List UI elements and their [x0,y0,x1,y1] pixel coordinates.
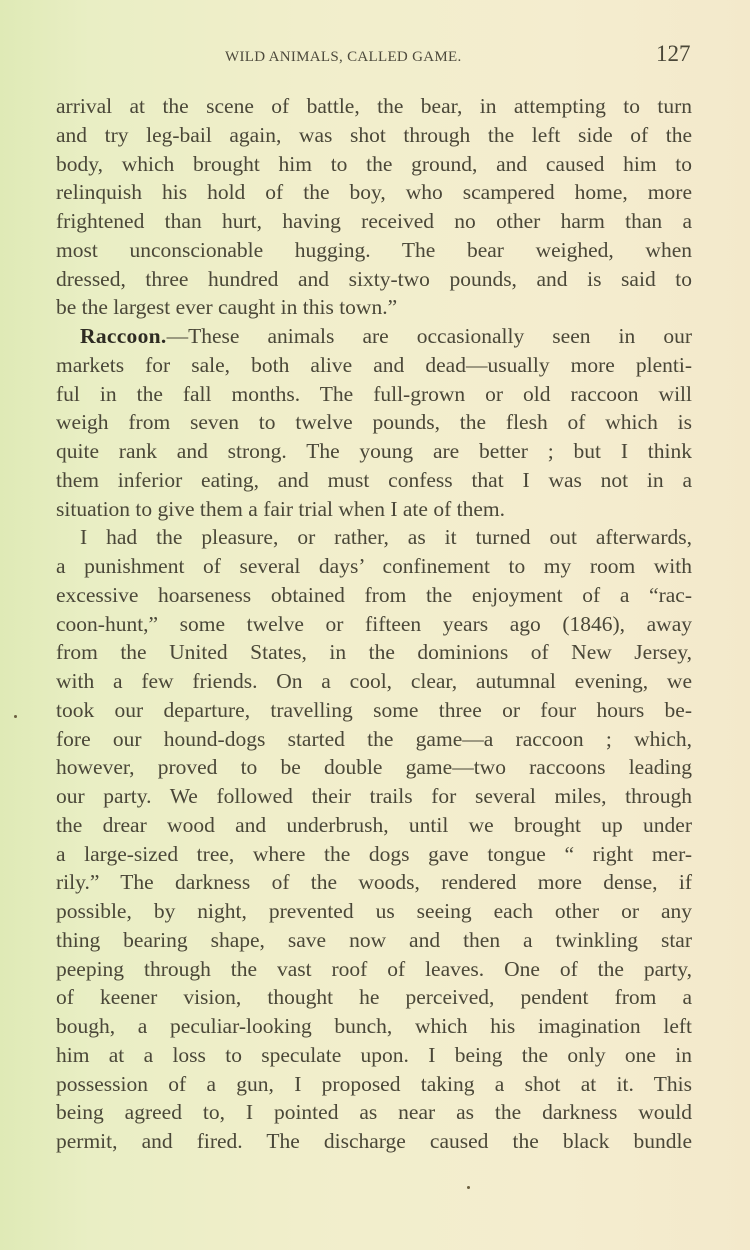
paper-speck [14,715,17,718]
line-text: with a few friends. On a cool, clear, autumnal evening, we [56,669,692,693]
line-text: a punishment of several days’ confinement to my room with [56,554,692,578]
text-line [56,610,692,639]
line-text: frightened than hurt, having received no other harm than a [56,209,692,233]
line-text: excessive hoarseness obtained from the enjoyment of a “rac- [56,582,692,607]
line-text: thing bearing shape, save now and then a twinkling star [56,927,692,952]
text-line [56,983,692,1012]
line-text: them inferior eating, and must confess that I was not in a [56,467,692,492]
text-line [56,1098,692,1127]
text-line [56,437,692,466]
text-line [56,753,692,782]
page-header [0,40,750,70]
text-line [56,408,692,437]
text-line [56,466,692,495]
text-line [56,811,692,840]
text-line [56,207,692,236]
line-text: however, proved to be double game—two raccoons leading [56,755,692,780]
text-line [56,523,692,552]
line-text: peeping through the vast roof of leaves. One of the party, [56,956,692,981]
text-line [56,1012,692,1041]
line-text: coon-hunt,” some twelve or fifteen years ago (1846), away [56,611,692,636]
text-line [56,552,692,581]
text-line [56,322,692,351]
page-number: 127 [656,41,691,66]
text-line [56,868,692,897]
line-text: I had the pleasure, or rather, as it turned out afterwards, [80,525,692,550]
line-text: our party. We followed their trails for several miles, through [56,784,692,808]
text-line [56,495,692,524]
line-text: rily.” The darkness of the woods, rendered more dense, if [56,870,692,895]
text-line [56,380,692,409]
text-line [56,667,692,696]
line-text: and try leg-bail again, was shot through the left side of the [56,122,692,147]
line-text: relinquish his hold of the boy, who scampered home, more [56,180,692,205]
line-text: took our departure, travelling some three or four hours be- [56,697,692,722]
section-heading: Raccoon. [80,324,167,348]
line-text: body, which brought him to the ground, and caused him to [56,151,692,176]
text-line [56,955,692,984]
text-line [56,1070,692,1099]
text-line [56,725,692,754]
line-text: ful in the fall months. The full-grown or old raccoon will [56,381,692,406]
text-line [56,581,692,610]
line-text: from the United States, in the dominions of New Jersey, [56,640,692,665]
text-line [56,696,692,725]
line-text: bough, a peculiar-looking bunch, which his imagination left [56,1014,692,1038]
text-line [56,178,692,207]
text-line [56,92,692,121]
text-line [56,782,692,811]
line-text: a large-sized tree, where the dogs gave tongue “ right mer- [56,841,692,866]
line-text: dressed, three hundred and sixty-two pounds, and is said to [56,266,692,291]
paragraph [56,92,692,322]
text-line [56,121,692,150]
body-text [56,92,692,1156]
text-line [56,150,692,179]
text-line [56,293,692,322]
paragraph [56,322,692,523]
line-text: possession of a gun, I proposed taking a shot at it. This [56,1071,692,1096]
line-text: possible, by night, prevented us seeing each other or any [56,899,692,923]
paper-speck [467,1186,470,1189]
text-line [56,1127,692,1156]
line-text: situation to give them a fair trial when I ate of them. [56,496,505,521]
line-text: quite rank and strong. The young are better ; but I think [56,439,692,463]
text-line [56,897,692,926]
line-text: permit, and fired. The discharge caused the black bundle [56,1129,692,1153]
text-line [56,926,692,955]
line-text: fore our hound-dogs started the game—a raccoon ; which, [56,726,692,751]
text-line [56,638,692,667]
line-text: be the largest ever caught in this town.” [56,295,398,320]
paragraph [56,523,692,1156]
text-line [56,265,692,294]
line-text: markets for sale, both alive and dead—usually more plenti- [56,352,692,377]
text-line [56,351,692,380]
text-line [56,236,692,265]
text-line [56,840,692,869]
line-text: of keener vision, thought he perceived, pendent from a [56,985,692,1010]
line-text: weigh from seven to twelve pounds, the flesh of which is [56,410,692,435]
line-text: arrival at the scene of battle, the bear, in attempting to turn [56,94,692,118]
running-title: WILD ANIMALS, CALLED GAME. [225,49,462,65]
line-text: him at a loss to speculate upon. I being the only one in [56,1042,692,1067]
line-text: most unconscionable hugging. The bear weighed, when [56,237,692,262]
line-text: —These animals are occasionally seen in our [166,324,692,348]
line-text: being agreed to, I pointed as near as the darkness would [56,1100,692,1125]
text-line [56,1041,692,1070]
line-text: the drear wood and underbrush, until we brought up under [56,812,692,837]
